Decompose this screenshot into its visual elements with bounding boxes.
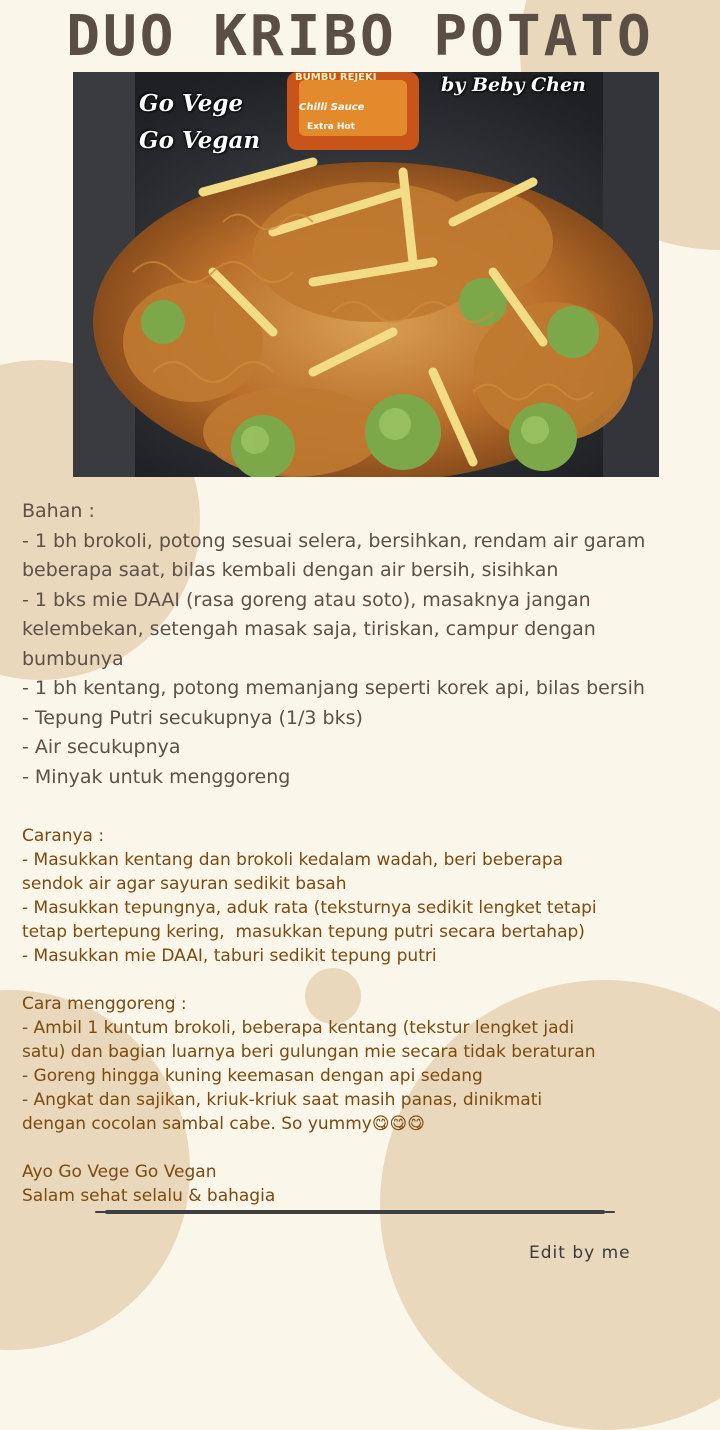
bottle-label: BUMBU REJEKI [295, 72, 377, 83]
method-line: - Masukkan kentang dan brokoli kedalam wadah, beri beberapa [22, 850, 564, 870]
bottle-label: Chilli Sauce [299, 102, 365, 113]
section-heading: Bahan : [22, 500, 95, 522]
photo-byline: by Beby Chen [441, 74, 586, 96]
frying-line: - Angkat dan sajikan, kriuk-kriuk saat masih panas, dinikmati [22, 1090, 543, 1110]
ingredient-line: - 1 bh brokoli, potong sesuai selera, bersihkan, rendam air garam [22, 529, 646, 552]
bottle-label: Extra Hot [307, 122, 355, 132]
section-heading: Caranya : [22, 826, 105, 846]
page-title: DUO KRIBO POTATO [66, 4, 654, 69]
closing-line: Ayo Go Vege Go Vegan [22, 1162, 217, 1182]
frying-line: satu) dan bagian luarnya beri gulungan mie secara tidak beraturan [22, 1042, 596, 1062]
ingredient-line: - 1 bks mie DAAI (rasa goreng atau soto), masaknya jangan [22, 588, 591, 611]
frying-line: - Ambil 1 kuntum brokoli, beberapa kentang (tekstur lengket jadi [22, 1018, 575, 1038]
ingredient-line: beberapa saat, bilas kembali dengan air bersih, sisihkan [22, 559, 559, 581]
method-line: tetap bertepung kering, masukkan tepung putri secara bertahap) [22, 922, 585, 942]
ingredient-line: - Air secukupnya [22, 736, 181, 758]
footer-credit: Edit by me [529, 1243, 631, 1263]
method-line: - Masukkan mie DAAI, taburi sedikit tepung putri [22, 946, 437, 966]
photo-tagline: Go Vege [139, 90, 244, 117]
ingredient-line: - Tepung Putri secukupnya (1/3 bks) [22, 706, 363, 729]
method-line: - Masukkan tepungnya, aduk rata (teksturnya sedikit lengket tetapi [22, 898, 597, 918]
ingredient-line: - Minyak untuk menggoreng [22, 765, 291, 788]
method-section [22, 824, 712, 1208]
food-photo [73, 72, 659, 477]
photo-tagline: Go Vegan [139, 127, 261, 154]
divider [105, 1210, 605, 1214]
section-heading: Cara menggoreng : [22, 994, 187, 1014]
frying-line: dengan cocolan sambal cabe. So yummy😋😋😋 [22, 1114, 425, 1134]
ingredient-line: - 1 bh kentang, potong memanjang seperti korek api, bilas bersih [22, 677, 645, 699]
ingredients-section [22, 497, 712, 792]
ingredient-line: kelembekan, setengah masak saja, tiriskan, campur dengan [22, 618, 596, 640]
recipe-text [22, 497, 712, 1208]
frying-line: - Goreng hingga kuning keemasan dengan api sedang [22, 1066, 483, 1086]
closing-line: Salam sehat selalu & bahagia [22, 1186, 276, 1206]
method-line: sendok air agar sayuran sedikit basah [22, 874, 347, 894]
ingredient-line: bumbunya [22, 647, 124, 670]
